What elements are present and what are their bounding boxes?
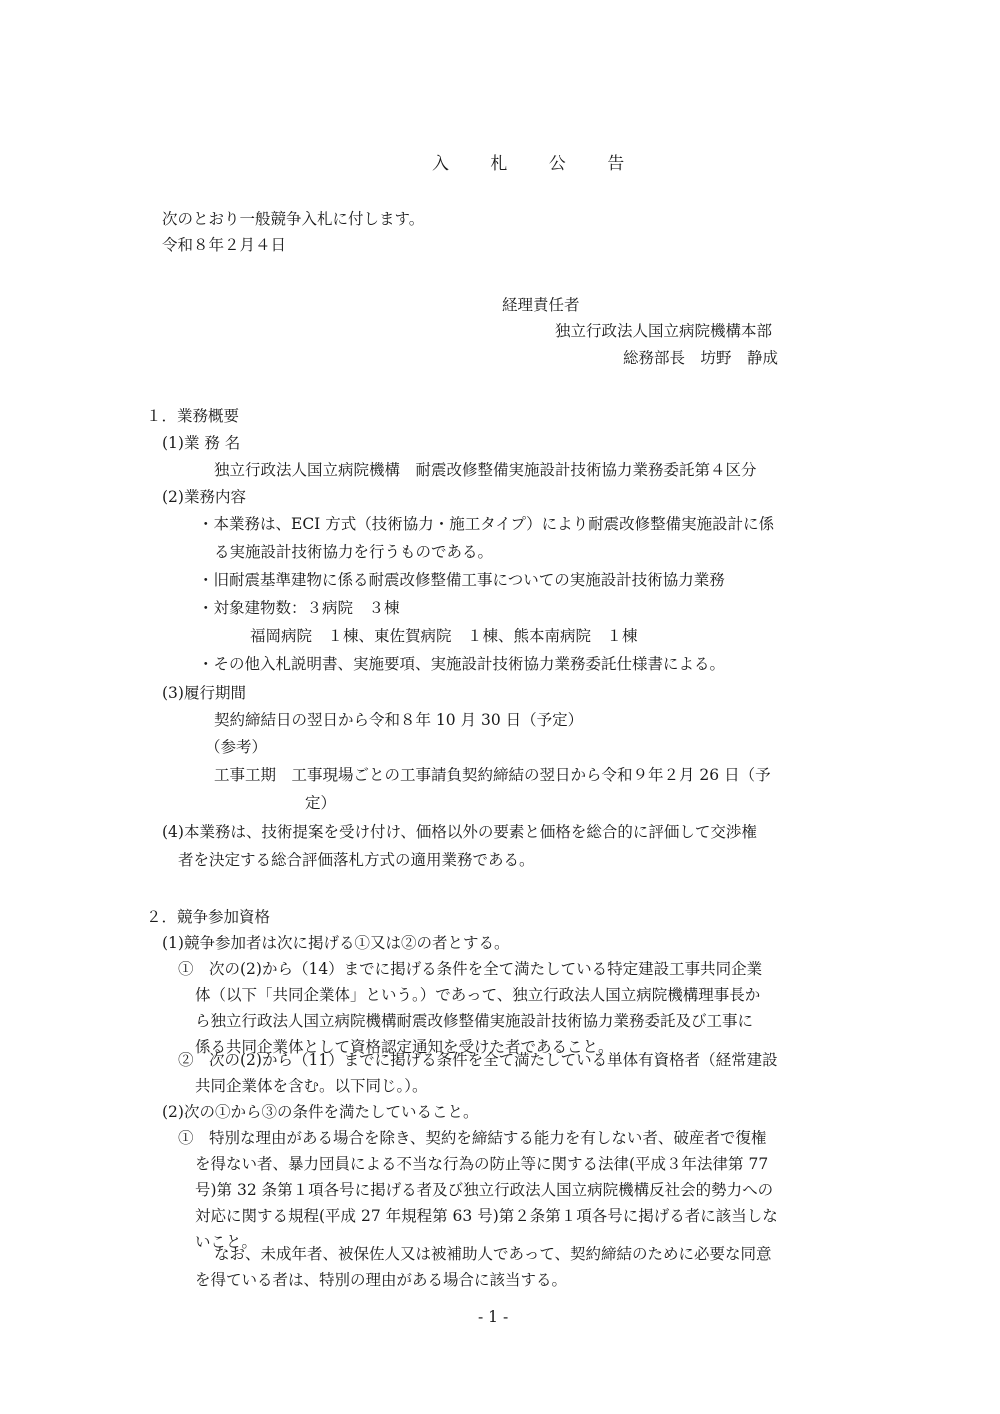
- issuer-person: 総務部長 坊野 静成: [623, 349, 779, 367]
- issuer-role: 経理責任者: [502, 296, 580, 314]
- item-text: いこと。: [195, 1233, 258, 1251]
- item-text: ① 次の(2)から（14）までに掲げる条件を全て満たしている特定建設工事共同企業: [178, 960, 763, 978]
- bullet-text: ・旧耐震基準建物に係る耐震改修整備工事についての実施設計技術協力業務: [198, 571, 725, 589]
- item-text: ① 特別な理由がある場合を除き、契約を締結する能力を有しない者、破産者で復権: [178, 1129, 767, 1147]
- bullet-text: ・対象建物数：３病院 ３棟: [198, 599, 400, 617]
- bullet-text: ・本業務は、ECI 方式（技術協力・施工タイプ）により耐震改修整備実施設計に係: [198, 515, 775, 533]
- section1-heading: １．業務概要: [146, 407, 240, 425]
- item-text: を得ない者、暴力団員による不当な行為の防止等に関する法律(平成３年法律第 77: [195, 1155, 769, 1173]
- bullet-text: る実施設計技術協力を行うものである。: [214, 543, 494, 561]
- page-number: - 1 -: [478, 1308, 509, 1326]
- item-text: 定）: [305, 794, 337, 812]
- item-text: なお、未成年者、被保佐人又は被補助人であって、契約締結のために必要な同意: [214, 1245, 772, 1263]
- bullet-subtext: 福岡病院 １棟、東佐賀病院 １棟、熊本南病院 １棟: [250, 627, 638, 645]
- item-text: 対応に関する規程(平成 27 年規程第 63 号)第２条第１項各号に掲げる者に該当しな: [195, 1207, 778, 1225]
- bullet-text: ・その他入札説明書、実施要項、実施設計技術協力業務委託仕様書による。: [198, 655, 726, 673]
- item-text: 工事工期 工事現場ごとの工事請負契約締結の翌日から令和９年２月 26 日（予: [214, 766, 771, 784]
- issuer-org: 独立行政法人国立病院機構本部: [555, 322, 773, 340]
- item-text: (4)本業務は、技術提案を受け付け、価格以外の要素と価格を総合的に評価して交渉権: [162, 823, 757, 841]
- item-label: (3)履行期間: [162, 684, 246, 702]
- item-text: ② 次の(2)から（11）までに掲げる条件を全て満たしている単体有資格者（経常建設: [178, 1051, 778, 1069]
- item-text: 者を決定する総合評価落札方式の適用業務である。: [178, 851, 535, 869]
- item-text: 共同企業体を含む。以下同じ。）。: [195, 1077, 428, 1095]
- intro-text: 次のとおり一般競争入札に付します。: [162, 210, 425, 228]
- item-text: 号)第 32 条第１項各号に掲げる者及び独立行政法人国立病院機構反社会的勢力への: [195, 1181, 774, 1199]
- item-text: を得ている者は、特別の理由がある場合に該当する。: [195, 1271, 568, 1289]
- section2-heading: ２．競争参加資格: [146, 908, 271, 926]
- item-text: (1)競争参加者は次に掲げる①又は②の者とする。: [162, 934, 510, 952]
- item-text: 契約締結日の翌日から令和８年 10 月 30 日（予定）: [214, 711, 584, 729]
- reference-label: （参考）: [205, 738, 268, 756]
- notice-title: 入 札 公 告: [432, 154, 643, 174]
- item-text: 体（以下「共同企業体」という。）であって、独立行政法人国立病院機構理事長か: [195, 986, 761, 1004]
- item-text: 係る共同企業体として資格認定通知を受けた者であること。: [195, 1038, 614, 1056]
- item-text: (2)次の①から③の条件を満たしていること。: [162, 1103, 479, 1121]
- item-label: (2)業務内容: [162, 488, 246, 506]
- item-text: 独立行政法人国立病院機構 耐震改修整備実施設計技術協力業務委託第４区分: [214, 461, 757, 479]
- notice-date: 令和８年２月４日: [162, 236, 287, 254]
- item-label: (1)業 務 名: [162, 434, 241, 452]
- item-text: ら独立行政法人国立病院機構耐震改修整備実施設計技術協力業務委託及び工事に: [195, 1012, 754, 1030]
